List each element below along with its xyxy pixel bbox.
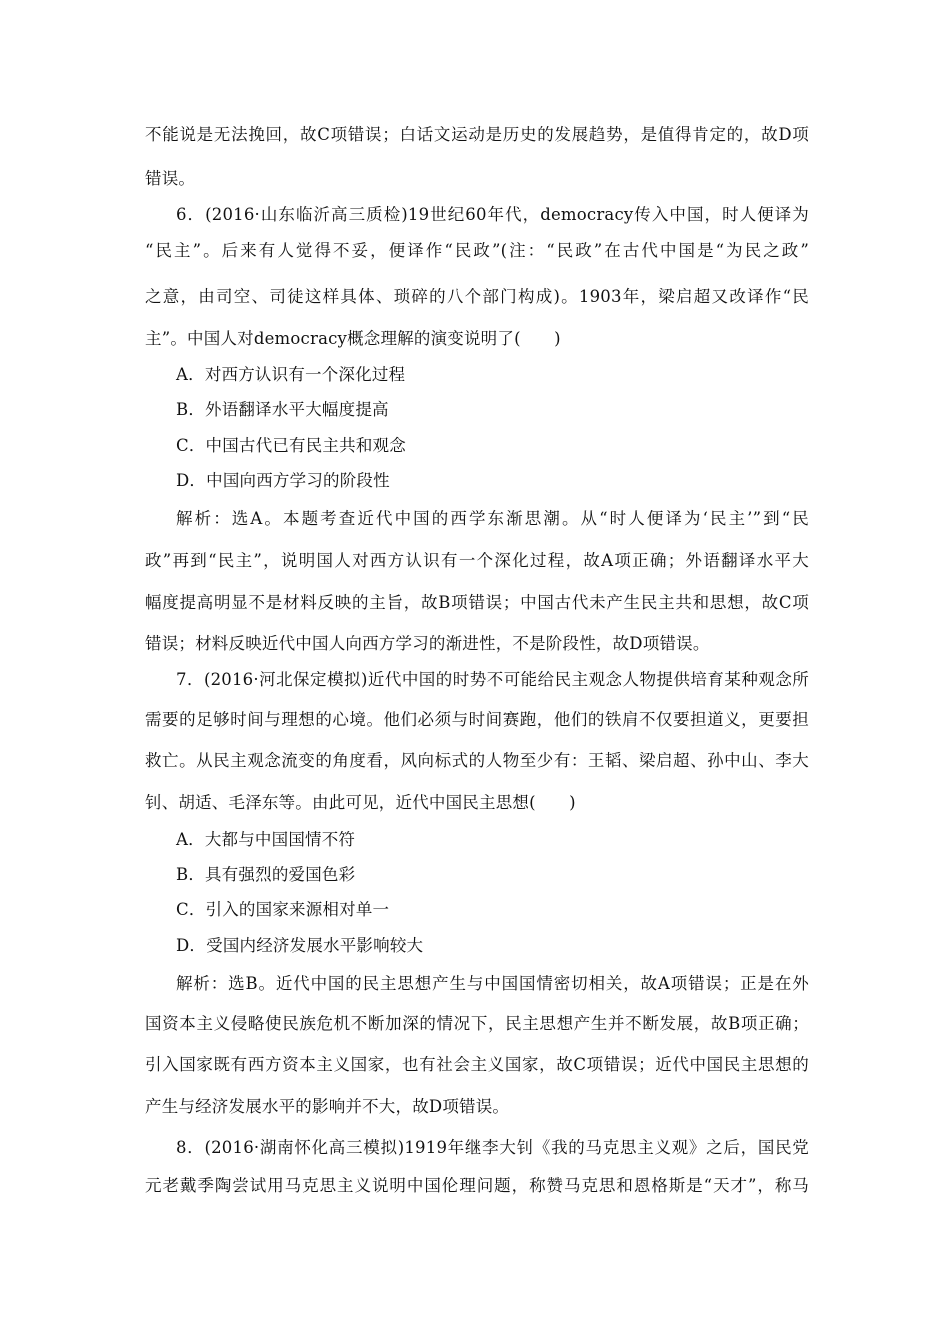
question-8-stem: 8．(2016·湖南怀化高三模拟)1919年继李大钊《我的马克思主义观》之后，国民党 xyxy=(176,1138,809,1157)
text-line: 错误；材料反映近代中国人向西方学习的渐进性，不是阶段性，故D项错误。 xyxy=(145,634,710,653)
text-line: 不能说是无法挽回，故C项错误；白话文运动是历史的发展趋势，是值得肯定的，故D项 xyxy=(145,125,809,144)
option-c: C．中国古代已有民主共和观念 xyxy=(176,436,406,455)
question-7-stem: 7．(2016·河北保定模拟)近代中国的时势不可能给民主观念人物提供培育某种观念所 xyxy=(176,670,809,689)
text-line: 幅度提高明显不是材料反映的主旨，故B项错误；中国古代未产生民主共和思想，故C项 xyxy=(145,593,809,612)
option-a: A．对西方认识有一个深化过程 xyxy=(176,365,406,384)
text-line: 错误。 xyxy=(145,169,196,188)
text-line: 引入国家既有西方资本主义国家，也有社会主义国家，故C项错误；近代中国民主思想的 xyxy=(145,1055,809,1074)
option-a: A．大都与中国国情不符 xyxy=(176,830,356,849)
option-d: D．中国向西方学习的阶段性 xyxy=(176,471,390,490)
text-line: 需要的足够时间与理想的心境。他们必须与时间赛跑，他们的铁肩不仅要担道义，更要担 xyxy=(145,710,809,729)
option-b: B．外语翻译水平大幅度提高 xyxy=(176,400,389,419)
text-line: 钊、胡适、毛泽东等。由此可见，近代中国民主思想( ) xyxy=(145,793,576,812)
text-line: 元老戴季陶尝试用马克思主义说明中国伦理问题，称赞马克思和恩格斯是“天才”，称马 xyxy=(145,1176,809,1195)
option-d: D．受国内经济发展水平影响较大 xyxy=(176,936,424,955)
text-line: 政”再到“民主”，说明国人对西方认识有一个深化过程，故A项正确；外语翻译水平大 xyxy=(145,551,809,570)
question-6-stem: 6．(2016·山东临沂高三质检)19世纪60年代，democracy传入中国，时人便译为 xyxy=(176,205,809,224)
text-line: 之意，由司空、司徒这样具体、琐碎的八个部门构成)。1903年，梁启超又改译作“民 xyxy=(145,287,809,306)
option-b: B．具有强烈的爱国色彩 xyxy=(176,865,356,884)
analysis-7: 解析：选B。近代中国的民主思想产生与中国国情密切相关，故A项错误；正是在外 xyxy=(176,974,809,993)
analysis-6: 解析：选A。本题考查近代中国的西学东渐思潮。从“时人便译为‘民主’”到“民 xyxy=(176,509,809,528)
text-line: “民主”。后来有人觉得不妥，便译作“民政”(注：“民政”在古代中国是“为民之政” xyxy=(145,241,809,260)
option-c: C．引入的国家来源相对单一 xyxy=(176,900,390,919)
text-line: 国资本主义侵略使民族危机不断加深的情况下，民主思想产生并不断发展，故B项正确； xyxy=(145,1014,809,1033)
text-line: 救亡。从民主观念流变的角度看，风向标式的人物至少有：王韬、梁启超、孙中山、李大 xyxy=(145,751,809,770)
text-line: 产生与经济发展水平的影响并不大，故D项错误。 xyxy=(145,1097,510,1116)
text-line: 主”。中国人对democracy概念理解的演变说明了( ) xyxy=(145,329,561,348)
